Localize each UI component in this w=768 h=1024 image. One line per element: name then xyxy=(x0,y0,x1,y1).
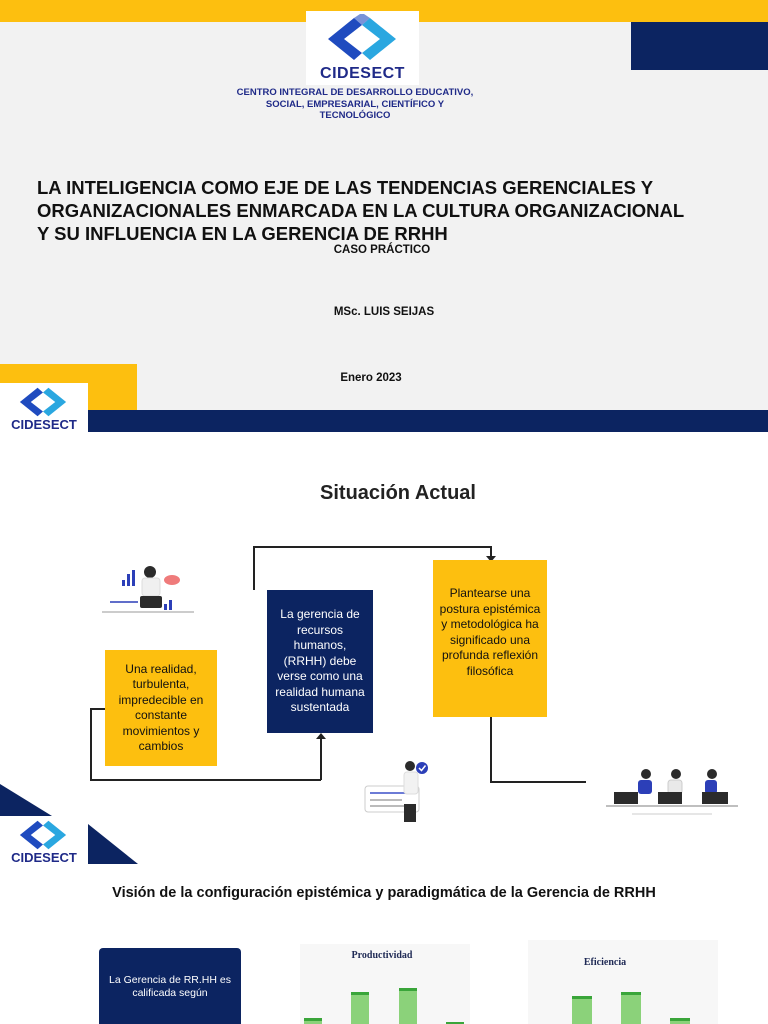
connector-bottom-up xyxy=(320,738,322,780)
corner-logo-wordmark: CIDESECT xyxy=(11,850,77,864)
corner-logo xyxy=(0,816,88,864)
connector-right-down xyxy=(490,717,492,782)
slide-title: Visión de la configuración epistémica y paradigmática de la Gerencia de RRHH xyxy=(112,885,656,901)
corner-logo xyxy=(0,383,88,432)
box-epistemic-stance: Plantearse una postura epistémica y metodológica ha significado una profunda reflexión filosófica xyxy=(433,560,547,717)
org-name-line-1: CENTRO INTEGRAL DE DESARROLLO EDUCATIVO, xyxy=(236,87,474,98)
eficiencia-bar xyxy=(670,1018,690,1024)
logo-mark-icon xyxy=(14,385,72,419)
situation-slide xyxy=(0,432,768,864)
eficiencia-chart-title: Eficiencia xyxy=(583,957,627,968)
connector-left-stub xyxy=(90,708,106,710)
title-slide xyxy=(0,0,768,432)
bottom-navy-band xyxy=(88,410,768,432)
checklist-person-icon xyxy=(362,758,434,826)
logo-wordmark: CIDESECT xyxy=(320,65,405,82)
box-hr-management: La gerencia de recursos humanos, (RRHH) debe verse como una realidad humana sustentada xyxy=(267,590,373,733)
productividad-bar xyxy=(399,988,417,1024)
arrow-head-icon xyxy=(316,733,326,739)
productividad-bar xyxy=(351,992,369,1024)
connector-right-out xyxy=(490,781,586,783)
author: MSc. LUIS SEIJAS xyxy=(333,306,435,318)
connector-bottom xyxy=(90,779,321,781)
org-name-line-3: TECNOLÓGICO xyxy=(319,110,391,121)
productividad-bar xyxy=(304,1018,322,1024)
team-meeting-icon xyxy=(602,764,742,826)
top-right-navy-block xyxy=(631,22,768,70)
vision-slide xyxy=(0,864,768,1024)
logo-mark-icon xyxy=(324,14,400,64)
productividad-chart-title: Productividad xyxy=(351,950,413,961)
presentation-title-line-2: ORGANIZACIONALES ENMARCADA EN LA CULTURA ORGANIZACIONAL xyxy=(37,200,685,221)
date: Enero 2023 xyxy=(340,372,402,384)
cidesect-logo xyxy=(306,11,419,85)
logo-mark-icon xyxy=(14,818,72,852)
connector-top-left-drop xyxy=(253,546,255,590)
presentation-title-line-1: LA INTELIGENCIA COMO EJE DE LAS TENDENCIAS GERENCIALES Y xyxy=(37,177,654,198)
connector-top xyxy=(253,546,491,548)
subtitle: CASO PRÁCTICO xyxy=(333,244,431,256)
org-name-line-2: SOCIAL, EMPRESARIAL, CIENTÍFICO Y xyxy=(265,99,445,110)
corner-logo-wordmark: CIDESECT xyxy=(11,417,77,432)
eficiencia-bar xyxy=(621,992,641,1024)
eficiencia-bar xyxy=(572,996,592,1024)
presentation-title-line-3: Y SU INFLUENCIA EN LA GERENCIA DE RRHH xyxy=(37,223,448,244)
analytics-person-icon xyxy=(100,558,196,624)
box-hr-qualified: La Gerencia de RR.HH es calificada según xyxy=(99,948,241,1024)
box-reality: Una realidad, turbulenta, impredecible en constante movimientos y cambios xyxy=(105,650,217,766)
connector-left-down xyxy=(90,708,92,780)
slide-title: Situación Actual xyxy=(320,482,476,504)
